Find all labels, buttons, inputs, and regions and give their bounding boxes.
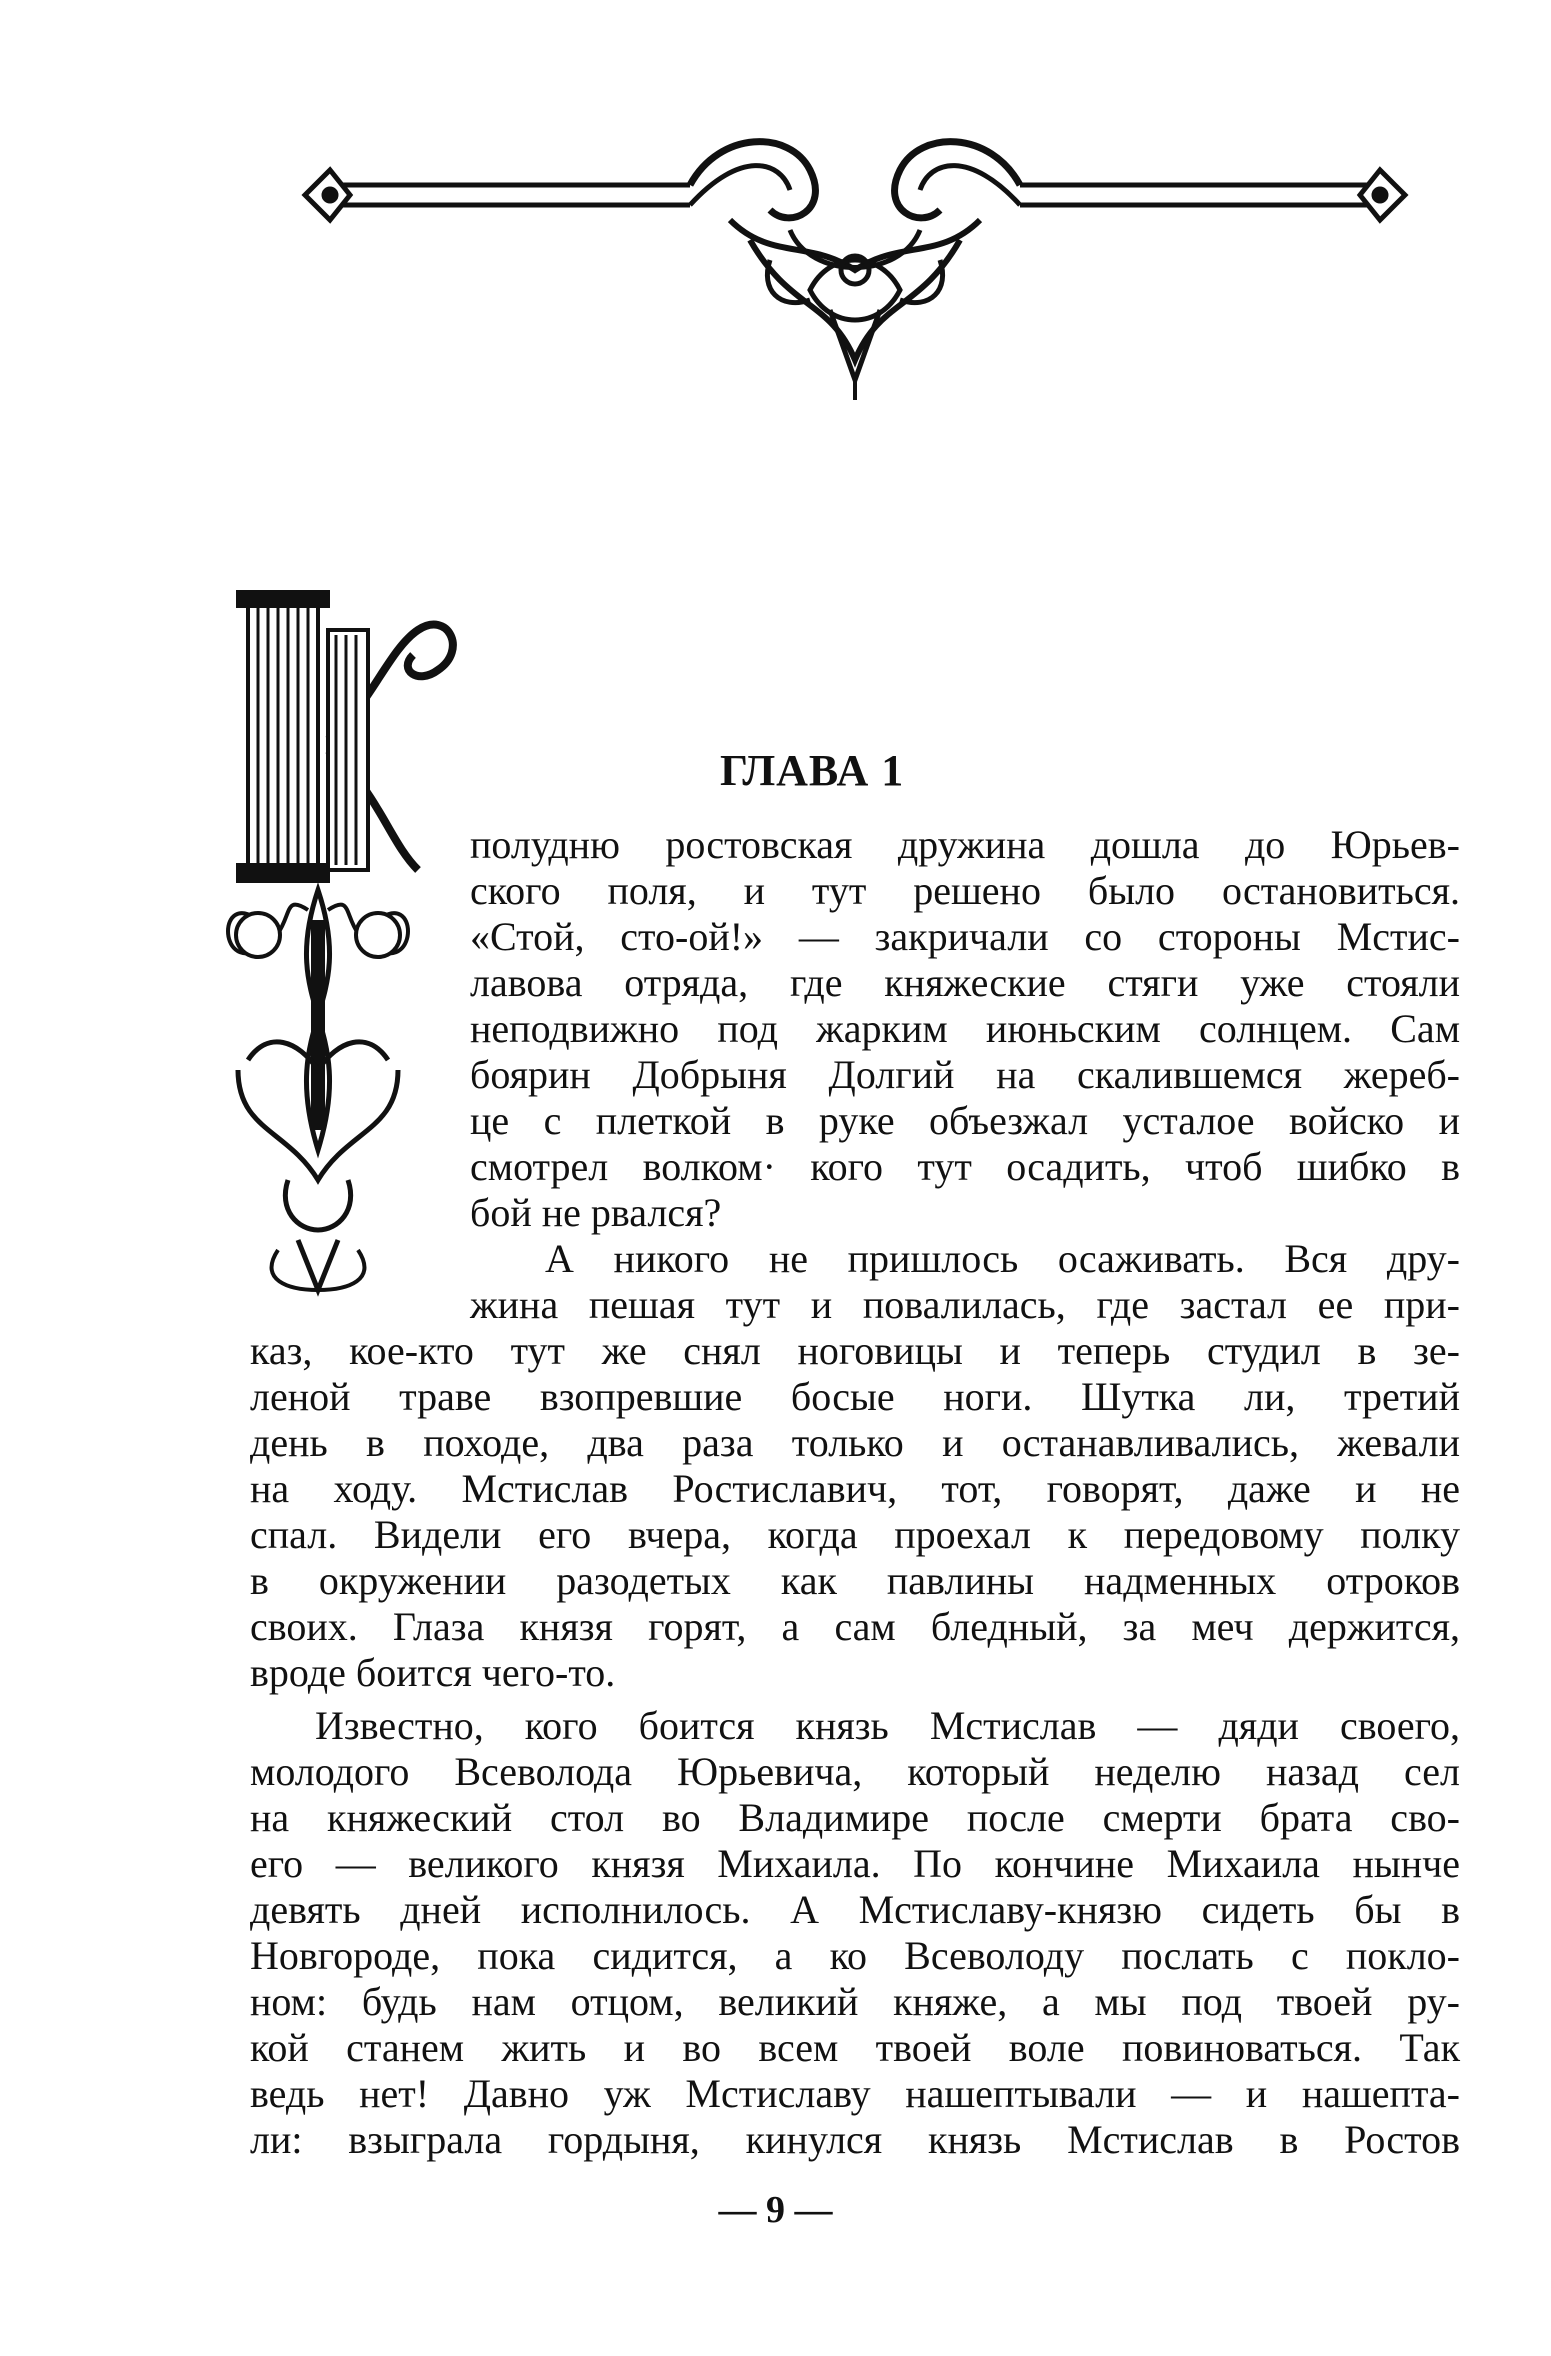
text-line: жина пешая тут и повалилась, где застал ее при- — [470, 1282, 1460, 1327]
text-line: его — великого князя Михаила. По кончине Михаила нынче — [250, 1841, 1460, 1886]
text-line: неподвижно под жарким июньским солнцем. Сам — [470, 1006, 1460, 1051]
text-line: вроде боится чего-то. — [250, 1650, 616, 1695]
chapter-title: ГЛАВА 1 — [720, 746, 905, 795]
text-line: полудню ростовская дружина дошла до Юрьев- — [470, 822, 1460, 867]
text-line: А никого не пришлось осаживать. Вся дру- — [545, 1236, 1460, 1281]
text-line: ли: взыграла гордыня, кинулся князь Мстислав в Ростов — [250, 2117, 1460, 2162]
text-line: девять дней исполнилось. А Мстиславу-князю сидеть бы в — [250, 1887, 1460, 1932]
text-line: каз, кое-кто тут же снял ноговицы и теперь студил в зе- — [250, 1328, 1460, 1373]
text-line: ского поля, и тут решено было остановиться. — [470, 868, 1460, 913]
text-line: своих. Глаза князя горят, а сам бледный, за меч держится, — [250, 1604, 1460, 1649]
header-ornament — [290, 110, 1420, 410]
text-line: Известно, кого боится князь Мстислав — дяди своего, — [315, 1703, 1460, 1748]
text-line: «Стой, сто-ой!» — закричали со стороны Мстис- — [470, 914, 1460, 959]
text-line: в окружении разодетых как павлины надменных отроков — [250, 1558, 1460, 1603]
text-line: ном: будь нам отцом, великий княже, а мы под твоей ру- — [250, 1979, 1460, 2024]
text-line: смотрел волком· кого тут осадить, чтоб шибко в — [470, 1144, 1460, 1189]
page-number: — 9 — — [718, 2189, 833, 2231]
text-line: на княжеский стол во Владимире после смерти брата сво- — [250, 1795, 1460, 1840]
text-line: Новгороде, пока сидится, а ко Всеволоду послать с покло- — [250, 1933, 1460, 1978]
dropcap-letter-ornament — [218, 590, 478, 1320]
text-line: це с плеткой в руке объезжал усталое войско и — [470, 1098, 1460, 1143]
text-line: леной траве взопревшие босые ноги. Шутка ли, третий — [250, 1374, 1460, 1419]
text-line: ведь нет! Давно уж Мстиславу нашептывали — и нашепта- — [250, 2071, 1460, 2116]
text-line: кой станем жить и во всем твоей воле повиноваться. Так — [250, 2025, 1460, 2070]
text-line: лавова отряда, где княжеские стяги уже стояли — [470, 960, 1460, 1005]
text-line: боярин Добрыня Долгий на скалившемся жереб- — [470, 1052, 1460, 1097]
text-line: на ходу. Мстислав Ростиславич, тот, говорят, даже и не — [250, 1466, 1460, 1511]
text-line: спал. Видели его вчера, когда проехал к передовому полку — [250, 1512, 1460, 1557]
text-line: молодого Всеволода Юрьевича, который неделю назад сел — [250, 1749, 1460, 1794]
text-line: день в походе, два раза только и останавливались, жевали — [250, 1420, 1460, 1465]
text-line: бой не рвался? — [470, 1190, 722, 1235]
